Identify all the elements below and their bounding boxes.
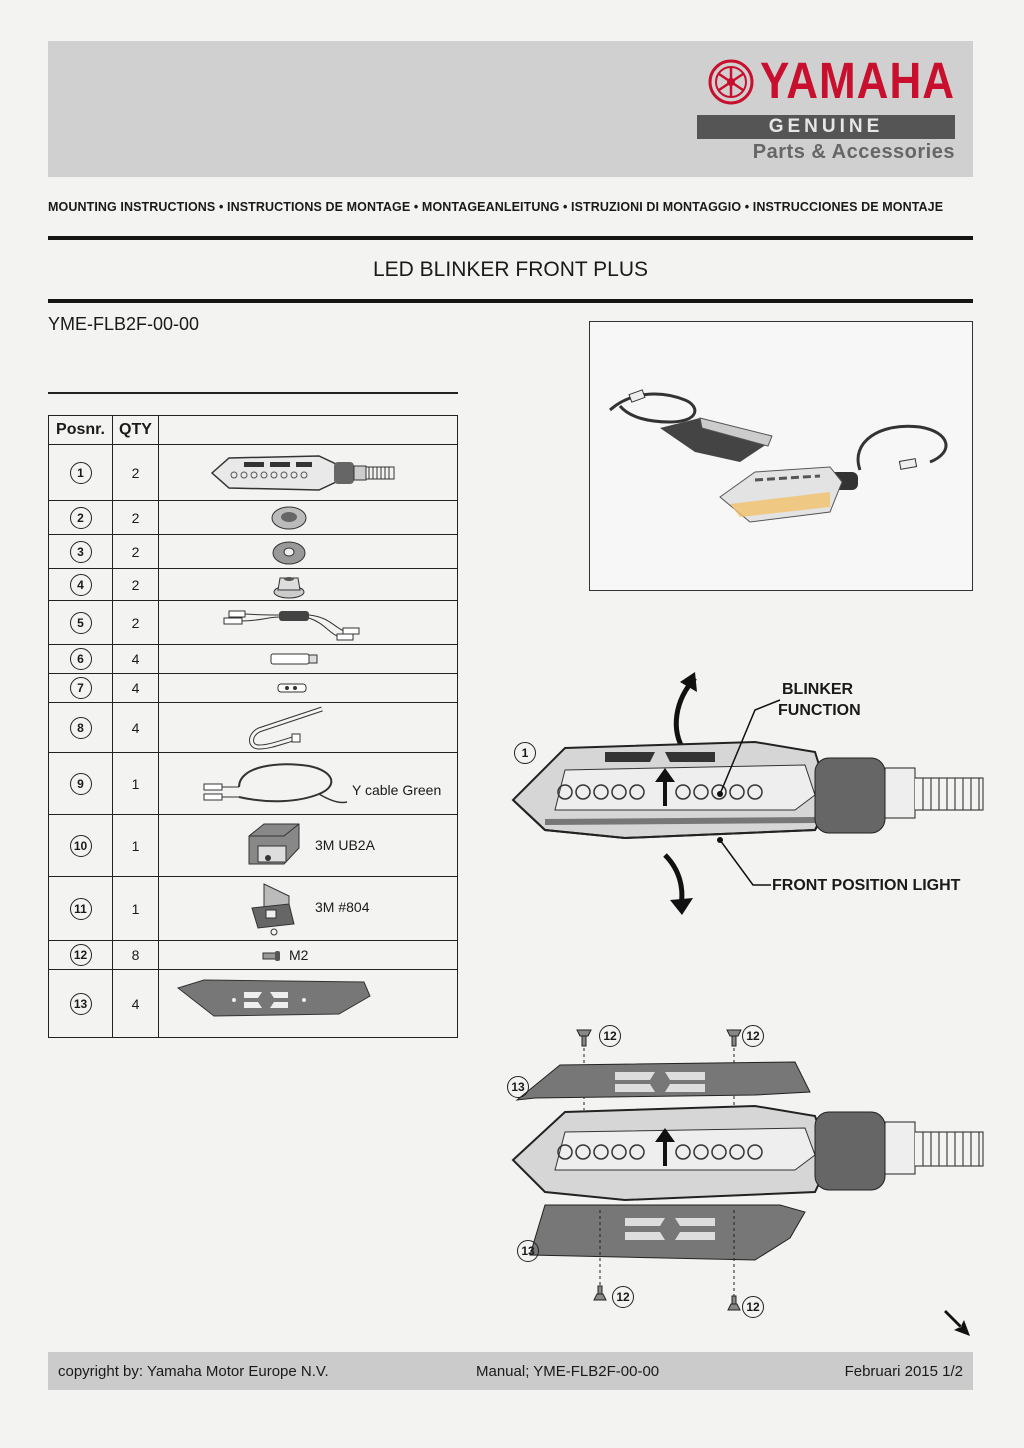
mounting-instructions-line: MOUNTING INSTRUCTIONS • INSTRUCTIONS DE MONTAGE • MONTAGEANLEITUNG • ISTRUZIONI DI MONTAGGIO • INSTRUCCIONES DE MONTAJE: [48, 200, 944, 214]
qty-value: 4: [113, 970, 159, 1038]
part-code: YME-FLB2F-00-00: [48, 314, 200, 334]
diagram1-ref: 1: [514, 742, 536, 764]
screw-ref-1: 12: [599, 1025, 621, 1047]
table-row: [49, 941, 458, 970]
wire-splice-connector-icon: [244, 880, 314, 938]
header-image: [159, 416, 458, 445]
pos-number: 1: [70, 462, 92, 484]
qty-value: 4: [113, 703, 159, 753]
header-banner: [48, 41, 973, 177]
divider-table: [48, 392, 458, 394]
assembly-diagram: [505, 1020, 985, 1320]
product-photo: [589, 321, 973, 591]
qty-value: 2: [113, 501, 159, 535]
header-qty: QTY: [113, 416, 159, 445]
tuning-fork-emblem-icon: [708, 59, 754, 105]
genuine-bar: GENUINE: [697, 115, 955, 139]
table-row: [49, 601, 458, 645]
pos-number: 7: [70, 677, 92, 699]
rubber-grommet-icon: [264, 503, 314, 533]
copyright-text: copyright by: Yamaha Motor Europe N.V.: [58, 1363, 329, 1380]
flange-nut-icon: [264, 570, 314, 600]
divider-top: [48, 236, 973, 240]
table-row: [49, 501, 458, 535]
document-title: LED BLINKER FRONT PLUS: [372, 258, 649, 281]
plate-ref-1: 13: [507, 1076, 529, 1098]
item-label: M2: [289, 947, 309, 963]
pos-number: 13: [70, 993, 92, 1015]
table-row: [49, 753, 458, 815]
qty-value: 2: [113, 445, 159, 501]
table-row: [49, 445, 458, 501]
item-label: 3M UB2A: [315, 837, 375, 853]
item-label: 3M #804: [315, 899, 370, 915]
blinker-pair-photo-icon: [590, 322, 972, 590]
pos-number: 2: [70, 507, 92, 529]
qty-value: 8: [113, 941, 159, 970]
screw-ref-4: 12: [742, 1296, 764, 1318]
screw-ref-2: 12: [742, 1025, 764, 1047]
blinker-function-label-1: BLINKER: [782, 681, 854, 698]
pos-number: 3: [70, 541, 92, 563]
cable-tie-icon: [244, 705, 334, 751]
led-blinker-icon: [204, 448, 454, 498]
manual-code: Manual; YME-FLB2F-00-00: [476, 1363, 660, 1380]
front-position-light-label: FRONT POSITION LIGHT: [772, 877, 961, 894]
pos-number: 4: [70, 574, 92, 596]
footer-bar: [48, 1352, 973, 1390]
divider-title: [48, 299, 973, 303]
table-row: [49, 877, 458, 941]
pos-number: 8: [70, 717, 92, 739]
pos-number: 11: [70, 898, 92, 920]
pos-number: 5: [70, 612, 92, 634]
header-posnr: Posnr.: [49, 416, 113, 445]
qty-value: 2: [113, 535, 159, 569]
item-label: Y cable Green: [352, 782, 442, 798]
wire-connector-icon: [244, 818, 314, 874]
next-page-arrow-icon: [940, 1306, 974, 1340]
qty-value: 1: [113, 753, 159, 815]
table-row: [49, 674, 458, 703]
table-row: [49, 815, 458, 877]
plate-ref-2: 13: [517, 1240, 539, 1262]
terminal-icon: [275, 679, 315, 699]
blinker-diagram-1: [505, 670, 985, 920]
qty-value: 1: [113, 877, 159, 941]
parts-accessories-text: Parts & Accessories: [752, 141, 955, 163]
table-row: [49, 535, 458, 569]
pos-number: 10: [70, 835, 92, 857]
rubber-washer-icon: [264, 537, 314, 567]
pos-number: 12: [70, 944, 92, 966]
table-header-row: [49, 416, 458, 445]
brand-name: YAMAHA: [759, 53, 955, 110]
y-cable-icon: [199, 756, 349, 812]
qty-value: 2: [113, 569, 159, 601]
blinker-function-label-2: FUNCTION: [778, 702, 861, 719]
date-page: Februari 2015 1/2: [844, 1363, 963, 1380]
table-row: [49, 645, 458, 674]
yamaha-logo: [695, 53, 955, 164]
connector-sleeve-icon: [269, 650, 329, 670]
screw-icon: [261, 948, 285, 964]
qty-value: 4: [113, 674, 159, 703]
qty-value: 4: [113, 645, 159, 674]
table-row: [49, 703, 458, 753]
table-row: [49, 569, 458, 601]
screw-ref-3: 12: [612, 1286, 634, 1308]
parts-table: [48, 415, 458, 1038]
pos-number: 9: [70, 773, 92, 795]
table-row: [49, 970, 458, 1038]
qty-value: 1: [113, 815, 159, 877]
resistor-cable-icon: [219, 603, 379, 643]
pos-number: 6: [70, 648, 92, 670]
qty-value: 2: [113, 601, 159, 645]
cover-plate-icon: [174, 976, 374, 1026]
